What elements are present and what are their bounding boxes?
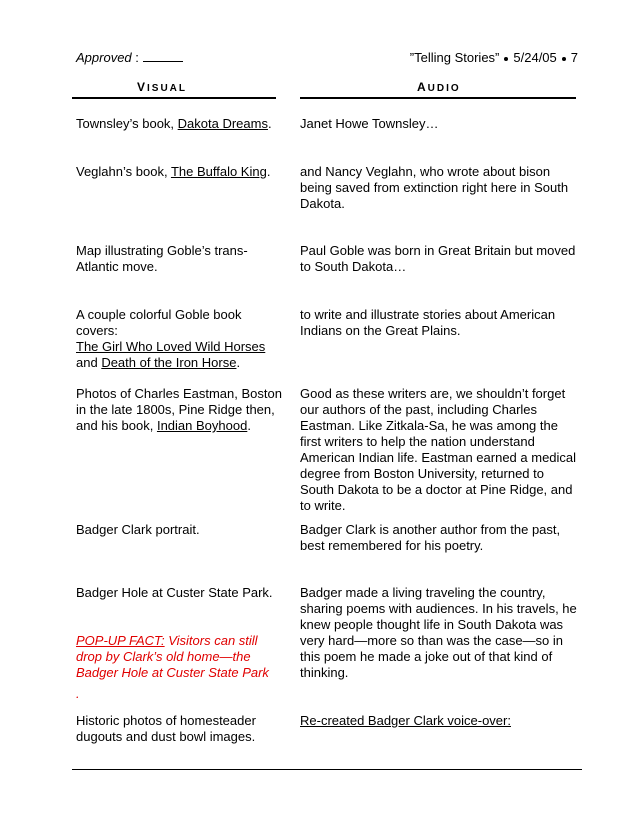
popup-dot: . — [76, 686, 80, 701]
approved-label: Approved — [76, 50, 132, 65]
audio-cell: Badger Clark is another author from the past, best remembered for his poetry. — [300, 522, 561, 553]
visual-cell: Photos of Charles Eastman, Boston in the late 1800s, Pine Ridge then, and his book, Indian Boyhood. — [76, 386, 282, 433]
approved-blank — [143, 50, 183, 62]
visual-cell: Historic photos of homesteader dugouts and dust bowl images. — [76, 713, 256, 744]
visual-cell: Veglahn’s book, The Buffalo King. — [76, 164, 271, 179]
book-title: The Buffalo King — [170, 164, 267, 179]
popup-label: POP-UP FACT: — [76, 633, 165, 648]
audio-cell: to write and illustrate stories about American Indians on the Great Plains. — [300, 307, 556, 338]
book-title: The Girl Who Loved Wild Horses — [76, 339, 266, 354]
audio-cell: Re-created Badger Clark voice-over: — [300, 713, 511, 728]
book-title: Indian Boyhood — [156, 418, 248, 433]
popup-fact: POP-UP FACT: Visitors can still drop by Clark’s old home—the Badger Hole at Custer State Park — [76, 633, 269, 680]
page-number: 7 — [570, 50, 578, 65]
document-title: ”Telling Stories” — [409, 50, 500, 65]
audio-cell: Badger made a living traveling the country, sharing poems with audiences. In his travels, he knew people thought life in South Dakota was very hard—more so than was the case—so in this poem he made a joke out of that kind of thinking. — [300, 585, 577, 680]
bullet-icon — [562, 57, 566, 61]
audio-cell: and Nancy Veglahn, who wrote about bison being saved from extinction right here in South Dakota. — [300, 164, 569, 211]
visual-column-heading: VISUAL — [137, 80, 188, 94]
audio-heading-rule — [300, 97, 576, 99]
audio-cell: Paul Goble was born in Great Britain but moved to South Dakota… — [300, 243, 576, 274]
visual-cell: Map illustrating Goble’s trans-Atlantic move. — [76, 243, 248, 274]
header-left — [76, 50, 183, 65]
bottom-rule — [72, 769, 582, 770]
visual-cell: Badger Clark portrait. — [76, 522, 200, 537]
bullet-icon — [504, 57, 508, 61]
visual-cell: Badger Hole at Custer State Park. — [76, 585, 273, 600]
book-title: Death of the Iron Horse — [101, 355, 237, 370]
visual-cell: A couple colorful Goble book covers: The Girl Who Loved Wild Horses and Death of the Iron Horse. — [76, 307, 266, 370]
header-right — [410, 50, 578, 65]
visual-heading-rule — [72, 97, 276, 99]
approved-separator: : — [131, 50, 143, 65]
book-title: Dakota Dreams — [177, 116, 268, 131]
audio-cell: Janet Howe Townsley… — [300, 116, 439, 131]
audio-column-heading: AUDIO — [417, 80, 461, 94]
document-date: 5/24/05 — [513, 50, 557, 65]
audio-cell: Good as these writers are, we shouldn’t forget our authors of the past, including Charles Eastman. Like Zitkala-Sa, he was among the first writers to help the nation understand American Indian life. Eastman earned a medical degree from Boston University, returned to South Dakota to be a doctor at Pine Ridge, and to write. — [300, 386, 577, 513]
visual-cell: Townsley’s book, Dakota Dreams. — [76, 116, 272, 131]
